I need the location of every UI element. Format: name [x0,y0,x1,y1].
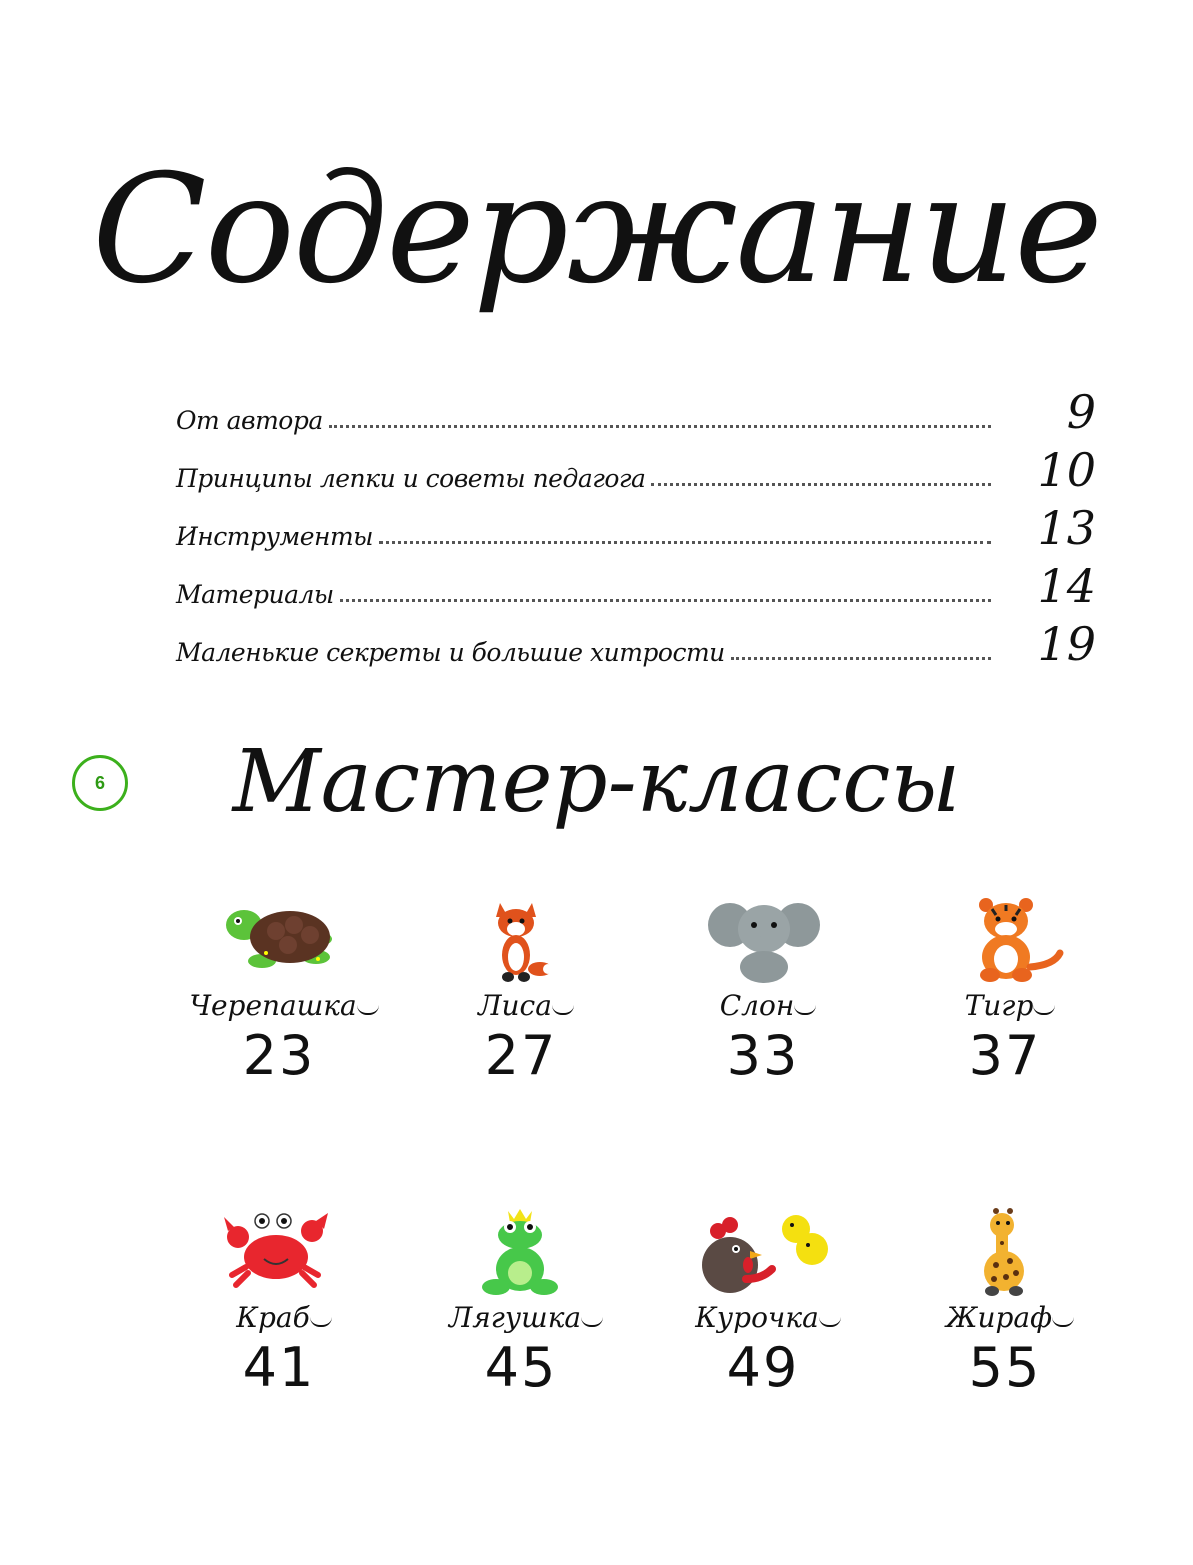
fox-figure-icon [446,895,596,987]
toc-leader-dots [379,540,991,544]
toc-entry-label: Инструменты [176,522,374,551]
toc-leader-dots [651,482,991,486]
toc-entry-label: От автора [176,406,323,435]
section-title: Мастер-классы [232,732,961,832]
toc-entry-page: 19 [1037,617,1096,671]
master-class-name: Курочка [685,1301,841,1335]
toc-entry[interactable] [176,496,1096,554]
master-class-name: Лягушка [439,1301,603,1335]
tiger-figure-icon [930,895,1080,987]
master-class-name: Жираф [936,1301,1074,1335]
toc-leader-dots [731,656,991,660]
master-class-page: 23 [242,1024,316,1087]
master-class-page: 55 [968,1336,1042,1399]
toc-entry-page: 13 [1037,501,1096,555]
toc-entry-label: Материалы [176,580,334,609]
toc-entry[interactable] [176,438,1096,496]
toc-entry[interactable] [176,612,1096,670]
toc-entry-page: 9 [1066,385,1096,439]
master-class-page: 45 [484,1336,558,1399]
master-class-page: 27 [484,1024,558,1087]
master-class-page: 49 [726,1336,800,1399]
master-class-card[interactable] [642,895,884,1095]
giraffe-figure-icon [930,1207,1080,1299]
master-class-grid [158,895,1128,1407]
master-class-card[interactable] [400,1207,642,1407]
elephant-figure-icon [688,895,838,987]
toc-entry-label: Принципы лепки и советы педагога [176,464,646,493]
page-title: Содержание [91,143,1102,317]
master-class-card[interactable] [158,895,400,1095]
master-class-name: Тигр [955,989,1056,1023]
toc-entry-label: Маленькие секреты и большие хитрости [176,638,725,667]
table-of-contents [176,380,1096,670]
page-number-badge: 6 [72,755,128,811]
toc-leader-dots [329,424,991,428]
master-class-name: Краб [226,1301,331,1335]
toc-entry-page: 10 [1037,443,1096,497]
master-class-page: 33 [726,1024,800,1087]
master-class-page: 41 [242,1336,316,1399]
toc-entry[interactable] [176,554,1096,612]
master-class-name: Слон [710,989,817,1023]
crab-figure-icon [204,1207,354,1299]
master-class-card[interactable] [158,1207,400,1407]
master-class-card[interactable] [400,895,642,1095]
master-class-card[interactable] [884,1207,1126,1407]
turtle-figure-icon [204,895,354,987]
master-class-name: Черепашка [179,989,378,1023]
master-class-name: Лиса [468,989,574,1023]
hen-figure-icon [688,1207,838,1299]
master-class-card[interactable] [642,1207,884,1407]
toc-entry-page: 14 [1037,559,1096,613]
toc-entry[interactable] [176,380,1096,438]
master-class-page: 37 [968,1024,1042,1087]
master-class-card[interactable] [884,895,1126,1095]
frog-figure-icon [446,1207,596,1299]
toc-leader-dots [340,598,991,602]
